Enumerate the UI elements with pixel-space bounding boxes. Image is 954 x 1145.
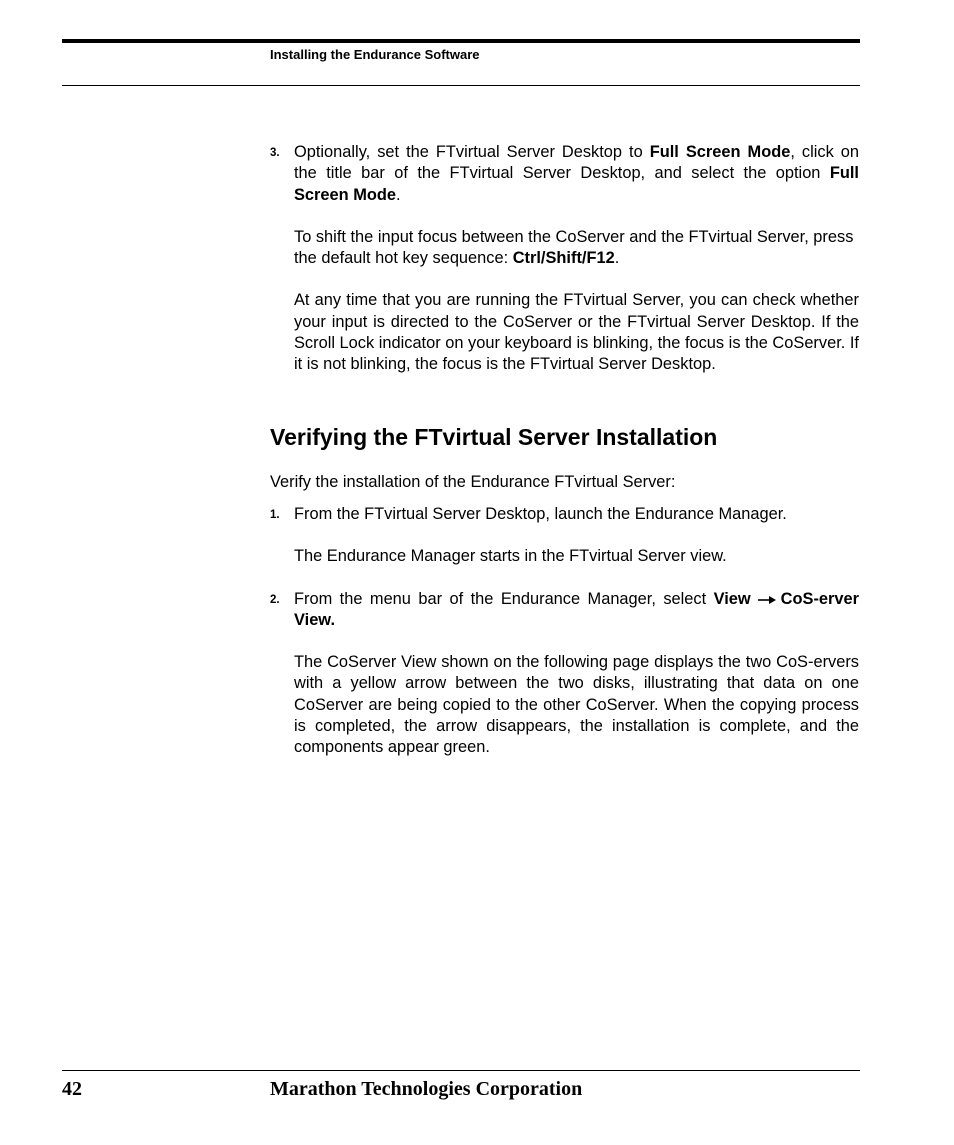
step-number: 3. xyxy=(270,147,280,159)
step-number: 1. xyxy=(270,508,280,521)
focus-paragraph: At any time that you are running the FTvirtual Server, you can check whether your input is directed to the CoServer or the FTvirtual Server Desktop. If the Scroll Lock indicator on your keyboard is blinking, the focus is the CoServer. If it is not blinking, the focus is the FTvirtual Server Desktop. xyxy=(294,291,859,374)
page-body xyxy=(270,142,859,759)
section-heading: Verifying the FTvirtual Server Installation xyxy=(270,423,718,450)
menu-coserver-view: CoS-erver View. xyxy=(294,589,859,629)
full-screen-mode-term: Full Screen Mode xyxy=(649,143,791,161)
full-screen-mode-option: Full Screen Mode xyxy=(294,164,859,204)
step-2-result: The CoServer View shown on the following page displays the two CoS-ervers with a yellow arrow between the two disks, illustrating that data on one CoServer are being copied to the other CoServer. When the copying process is completed, the arrow disappears, the installation is complete, and the components appear green. xyxy=(294,653,859,757)
verify-step-2 xyxy=(270,589,859,632)
header-underline xyxy=(62,85,860,86)
menu-view: View xyxy=(713,589,751,608)
verify-step-1 xyxy=(270,504,859,525)
running-header: Installing the Endurance Software xyxy=(270,47,480,62)
step-3 xyxy=(270,142,859,206)
step-text: From the FTvirtual Server Desktop, launch the Endurance Manager. xyxy=(294,504,787,523)
footer-rule xyxy=(62,1070,860,1071)
hotkey-paragraph: To shift the input focus between the CoServer and the FTvirtual Server, press the default hot key sequence: Ctrl/Shift/F12. xyxy=(294,227,854,268)
step-text: From the menu bar of the Endurance Manager, select View CoS-erver View. xyxy=(294,589,859,629)
footer-company: Marathon Technologies Corporation xyxy=(270,1078,583,1100)
step-text: Optionally, set the FTvirtual Server Desktop to Full Screen Mode, click on the title bar of the FTvirtual Server Desktop, and select the option Full Screen Mode. xyxy=(294,143,860,204)
hotkey-sequence: Ctrl/Shift/F12 xyxy=(512,249,615,268)
page-number: 42 xyxy=(62,1078,82,1100)
step-number: 2. xyxy=(270,593,280,606)
section-intro: Verify the installation of the Endurance FTvirtual Server: xyxy=(270,472,676,491)
step-1-result: The Endurance Manager starts in the FTvirtual Server view. xyxy=(294,547,727,566)
header-rule xyxy=(62,39,860,43)
arrow-right-icon xyxy=(757,593,777,605)
